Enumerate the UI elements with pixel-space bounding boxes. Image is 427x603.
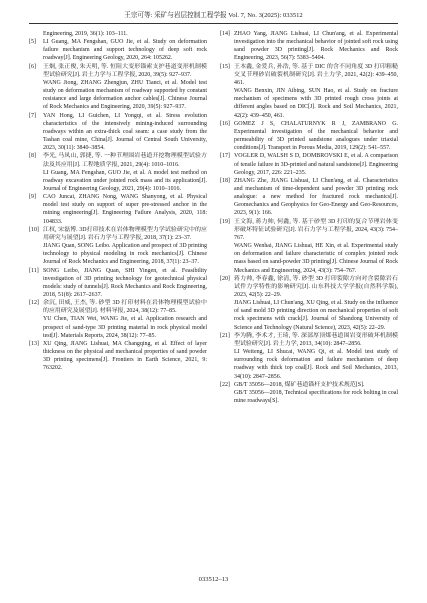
reference-entry — [29, 226, 207, 267]
reference-entry — [29, 152, 207, 193]
reference-body — [234, 30, 398, 63]
reference-text: 李光, 马凤山, 郭捷, 等. 一种节理围岩巷道开挖物理模型试验方法及其应用[J]. 工程地质学报, 2021, 29(4): 1010–1016. — [43, 153, 207, 168]
reference-text: CAO Juncai, ZHANG Nong, WANG Shanyong, et al. Physical model test study on support of super pre-stressed anchor in the mining engineering[J]. Engineering Failure Analysis, 2020, 118: 104833. — [43, 194, 207, 225]
reference-text: GOMEZ J S, CHALATURNYK R J, ZAMBRANO G. Experimental investigation of the mechanical behavior and permeability of 3D printed sandstone analogues under triaxial conditions[J]. Transport in Porous Media, 2019, 129(2): 541–557. — [234, 120, 398, 152]
reference-body — [43, 63, 207, 112]
reference-text: GB/T 35056—2018, 煤矿巷道锚杆支护技术规范[S]. — [234, 381, 365, 388]
page-number: 033512–13 — [198, 576, 229, 583]
reference-number: [19] — [220, 218, 230, 225]
reference-body — [43, 152, 207, 193]
reference-text: 王本鑫, 金爱兵, 孙浩, 等. 基于 DIC 的含不同角度 3D 打印粗糙交叉节理砂岩破裂机制研究[J]. 岩土力学, 2021, 42(2): 439–450, 461. — [234, 63, 398, 86]
reference-entry — [29, 63, 207, 112]
reference-number: [9] — [29, 194, 36, 201]
reference-text: JIANG Lishuai, LI Chun'ang, XU Qing, et al. Study on the influence of sand mold 3D printing direction on mechanical properties of soft rock specimens with crack[J]. Journal of Shandong University of Science and Technology (Natural Science), 2023, 42(5): 22–29. — [234, 300, 398, 331]
reference-text: YAN Hong, LI Guichen, LI Yongqi, et al. Stress evolution characteristics of the intensively mining-induced surrounding roadways within an extra-thick coal seam: a case study from the Tashan coal mine, China[J]. Journal of Central South University, 2023, 30(11): 3840–3854. — [43, 112, 207, 152]
reference-body — [43, 193, 207, 226]
reference-text: LI Guang, MA Fengshan, GUO Jie, et al. Study on deformation failure mechanism and support technology of deep soft rock roadway[J]. Engineering Geology, 2020, 264: 105262. — [43, 39, 207, 62]
reference-number: [18] — [220, 177, 230, 184]
reference-entry — [29, 38, 207, 62]
reference-number: [8] — [29, 153, 36, 160]
reference-text: Engineering, 2019, 36(1): 103–111. — [43, 31, 128, 37]
reference-number: [7] — [29, 112, 36, 119]
reference-text: 蒋力帅, 李春鑫, 徐清, 等. 砂型 3D 打印裂隙方向对含裂隙岩石试件力学特性的影响研究[J]. 山东科技大学学报(自然科学版), 2023, 42(5): 22–29. — [234, 275, 398, 298]
reference-entry — [220, 218, 398, 275]
reference-text: GB/T 35056—2018, Technical specifications for rock bolting in coal mine roadways[S]. — [234, 389, 398, 405]
reference-text: 王文海, 蒋力帅, 何鑫, 等. 基于砂型 3D 打印的复合节理岩体变形破坏特征试验研究[J]. 岩石力学与工程学报, 2024, 43(3): 754–767. — [234, 218, 398, 241]
reference-number: [17] — [220, 153, 230, 160]
reference-text: YU Chen, TIAN Wei, WANG Jie, et al. Application research and prospect of sand-type 3D printing material in rock physical model test[J]. Materials Reports, 2024, 38(12): 77–85. — [43, 316, 207, 339]
reference-body — [234, 218, 398, 275]
references-right-column — [220, 30, 398, 405]
reference-body — [43, 30, 207, 38]
reference-number: [22] — [220, 381, 230, 388]
reference-text: 王炯, 张正俊, 朱天明, 等. 恒阻大变形锚索支护巷道变形机制模型试验研究[J]. 岩土力学与工程学报, 2020, 39(5): 927–937. — [43, 63, 207, 78]
reference-entry — [220, 332, 398, 381]
reference-entry — [29, 340, 207, 373]
reference-entry — [29, 112, 207, 153]
reference-text: ZHANG Zhe, JIANG Lishuai, LI Chun'ang, et al. Characteristics and mechanism of time-dependent sand powder 3D printing rock analogue: a new method for fractured rock mechanics[J]. Geomechanics and Geophysics for Geo-Energy and Geo-Resources, 2023, 9(1): 166. — [234, 177, 398, 217]
reference-body — [234, 275, 398, 332]
reference-entry — [29, 299, 207, 340]
reference-number: [15] — [220, 63, 230, 70]
reference-number: [12] — [29, 300, 39, 307]
reference-text: WANG Wenhai, JIANG Lishuai, HE Xin, et al. Experimental study on deformation and failure characteristic of complex jointed rock mass based on sand-powder 3D printing[J]. Chinese Journal of Rock Mechanics and Engineering, 2024, 43(3): 754–767. — [234, 243, 398, 274]
reference-text: SONG Leibo, JIANG Quan, SHI Yingen, et al. Feasibility investigation of 3D printing technology for geotechnical physical models: study of tunnels[J]. Rock Mechanics and Rock Engineering, 2018, 51(8): 2617–2637. — [43, 267, 207, 298]
reference-number: [13] — [29, 340, 39, 347]
reference-text: WANG Benxin, JIN Aibing, SUN Hao, et al. Study on fracture mechanism of specimens with 3D printed rough cross joints at different angles based on DIC[J]. Rock and Soil Mechanics, 2021, 42(2): 439–450, 461. — [234, 88, 398, 119]
reference-body — [43, 112, 207, 153]
reference-entry — [220, 152, 398, 176]
reference-entry — [29, 30, 207, 38]
reference-text: LI Weiteng, LI Shucai, WANG Qi, et al. Model test study of surrounding rock deformation and failure mechanism of deep roadway with thick top coal[J]. Rock and Soil Mechanics, 2013, 34(10): 2847–2856. — [234, 349, 398, 380]
reference-number: [20] — [220, 275, 230, 282]
reference-body — [234, 332, 398, 381]
reference-entry — [220, 177, 398, 218]
reference-text: VOGLER D, WALSH S D, DOMBROVSKI E, et al. A comparison of tensile failure in 3D-printed and natural sandstone[J]. Engineering Geology, 2017, 226: 221–235. — [234, 153, 398, 176]
reference-entry — [220, 30, 398, 63]
header-rule — [29, 23, 398, 24]
reference-body — [43, 299, 207, 340]
reference-body — [43, 38, 207, 62]
reference-number: [11] — [29, 267, 39, 274]
reference-body — [234, 63, 398, 120]
running-header: 王宗可等: 采矿与岩层控制工程学报 Vol. 7, No. 3(2025): 033512 — [124, 12, 303, 19]
reference-entry — [220, 120, 398, 153]
reference-text: 李为腾, 李术才, 王琦, 等. 深部厚顶煤巷道围岩变形破坏机制模型试验研究[J]. 岩土力学, 2013, 34(10): 2847–2856. — [234, 332, 398, 347]
reference-body — [234, 177, 398, 218]
reference-text: XU Qing, JIANG Lishuai, MA Changqing, et al. Effect of layer thickness on the physical and mechanical properties of sand powder 3D printing specimens[J]. Frontiers in Earth Science, 2021, 9: 763202. — [43, 340, 207, 372]
reference-number: [5] — [29, 39, 36, 46]
reference-entry — [220, 275, 398, 332]
reference-body — [43, 340, 207, 373]
reference-text: 余沉, 田威, 王杰, 等. 砂型 3D 打印材料在岩体物理模型试验中的应用研究及展望[J]. 材料导报, 2024, 38(12): 77–85. — [43, 300, 207, 315]
reference-body — [234, 152, 398, 176]
reference-entry — [220, 63, 398, 120]
reference-number: [6] — [29, 63, 36, 70]
reference-text: LI Guang, MA Fengshan, GUO Jie, et al. A model test method on roadway excavation under jointed rock mass and its application[J]. Journal of Engineering Geology, 2021, 29(4): 1010–1016. — [43, 169, 207, 192]
references-left-column — [29, 30, 207, 373]
reference-body — [234, 381, 398, 405]
reference-number: [14] — [220, 31, 230, 37]
reference-text: ZHAO Yang, JIANG Lishuai, LI Chun'ang, et al. Experimental investigation into the mechanical behavior of jointed soft rock using sand powder 3D printing[J]. Rock Mechanics and Rock Engineering, 2023, 56(7): 5383–5404. — [234, 31, 398, 62]
reference-number: [16] — [220, 120, 230, 127]
reference-body — [234, 120, 398, 153]
reference-entry — [29, 193, 207, 226]
reference-entry — [220, 381, 398, 405]
reference-entry — [29, 267, 207, 300]
reference-body — [43, 226, 207, 267]
reference-number: [10] — [29, 226, 39, 233]
reference-body — [43, 267, 207, 300]
reference-number: [21] — [220, 332, 230, 339]
reference-text: WANG Jiong, ZHANG Zhengjun, ZHU Tianci, et al. Model test study on deformation mechanism of roadway supported by constant resistance and large deformation anchor cables[J]. Chinese Journal of Rock Mechanics and Engineering, 2020, 39(5): 927–937. — [43, 79, 207, 111]
reference-text: JIANG Quan, SONG Leibo. Application and prospect of 3D printing technology to physical modeling in rock mechanics[J]. Chinese Journal of Rock Mechanics and Engineering, 2018, 37(1): 23–37. — [43, 243, 207, 266]
reference-text: 江权, 宋磊博. 3D打印技术在岩体物理模型力学试验研究中的应用研究与展望[J]. 岩石力学与工程学报, 2018, 37(1): 23–37. — [43, 226, 207, 241]
